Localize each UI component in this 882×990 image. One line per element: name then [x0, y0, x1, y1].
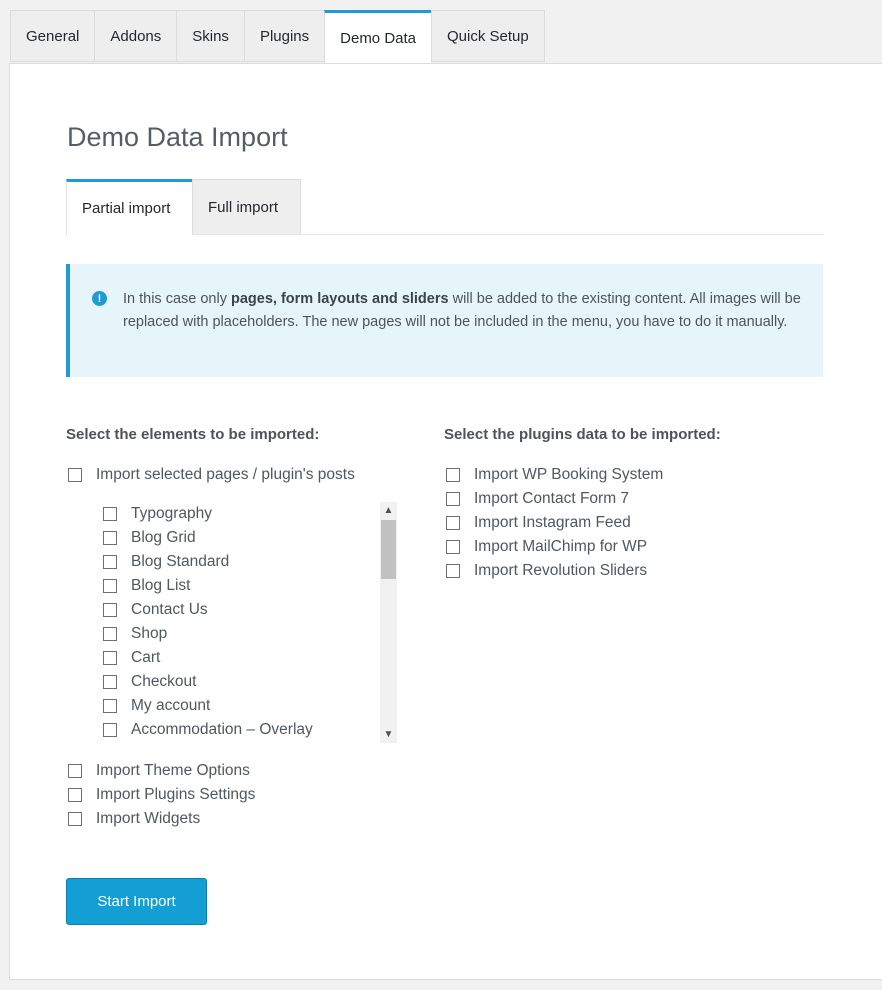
- list-item[interactable]: [103, 647, 160, 669]
- plugin-label: Import WP Booking System: [474, 466, 664, 483]
- pages-list-scrollbar[interactable]: [380, 502, 397, 743]
- list-item[interactable]: [103, 527, 196, 549]
- import-pages-label: Import selected pages / plugin's posts: [96, 466, 355, 483]
- page-checkbox[interactable]: [103, 699, 117, 713]
- option-label: Import Theme Options: [96, 762, 250, 779]
- top-tab-bar: [10, 10, 545, 64]
- page-label: Blog List: [131, 577, 191, 594]
- theme-options-checkbox[interactable]: [68, 764, 82, 778]
- plugins-settings-checkbox[interactable]: [68, 788, 82, 802]
- plugin-checkbox[interactable]: [446, 540, 460, 554]
- plugin-label: Import Contact Form 7: [474, 490, 630, 507]
- plugin-option[interactable]: [446, 536, 647, 558]
- import-plugins-settings[interactable]: [68, 784, 255, 806]
- list-item[interactable]: [103, 671, 196, 693]
- page-checkbox[interactable]: [103, 555, 117, 569]
- page-checkbox[interactable]: [103, 507, 117, 521]
- page-label: Cart: [131, 649, 161, 666]
- page-label: Typography: [131, 505, 212, 522]
- page-label: Blog Grid: [131, 529, 196, 546]
- page-checkbox[interactable]: [103, 579, 117, 593]
- page-checkbox[interactable]: [103, 675, 117, 689]
- page-checkbox[interactable]: [103, 603, 117, 617]
- list-item[interactable]: [103, 623, 167, 645]
- page-label: My account: [131, 697, 211, 714]
- notice-text: In this case only pages, form layouts and sliders will be added to the existing content. All images will be replaced with placeholders. The new pages will not be included in the menu, you have to do it manually.: [123, 291, 801, 330]
- plugin-checkbox[interactable]: [446, 468, 460, 482]
- list-item[interactable]: [103, 599, 208, 621]
- plugin-label: Import Instagram Feed: [474, 514, 631, 531]
- tab-plugins[interactable]: Plugins: [244, 10, 324, 62]
- page-label: Contact Us: [131, 601, 208, 618]
- plugin-label: Import Revolution Sliders: [474, 562, 648, 579]
- scroll-thumb[interactable]: [381, 520, 396, 579]
- list-item[interactable]: [103, 551, 229, 573]
- page-checkbox[interactable]: [103, 651, 117, 665]
- pages-list[interactable]: [93, 502, 397, 743]
- start-import-button[interactable]: Start Import: [66, 878, 207, 925]
- page-label: Checkout: [131, 673, 197, 690]
- scroll-up-icon[interactable]: ▲: [383, 505, 394, 516]
- tab-addons[interactable]: Addons: [94, 10, 176, 62]
- list-item[interactable]: [103, 575, 190, 597]
- plugin-checkbox[interactable]: [446, 516, 460, 530]
- page-label: Accommodation – Overlay: [131, 721, 313, 738]
- tab-partial-import[interactable]: Partial import: [66, 179, 193, 235]
- list-item[interactable]: [103, 719, 313, 741]
- scroll-down-icon[interactable]: ▼: [383, 729, 394, 740]
- import-widgets[interactable]: [68, 808, 200, 830]
- option-label: Import Widgets: [96, 810, 201, 827]
- page-checkbox[interactable]: [103, 531, 117, 545]
- tab-quick-setup[interactable]: Quick Setup: [431, 10, 545, 62]
- tab-demo-data[interactable]: Demo Data: [324, 10, 431, 64]
- tab-skins[interactable]: Skins: [176, 10, 244, 62]
- page-checkbox[interactable]: [103, 723, 117, 737]
- import-pages-option[interactable]: [68, 464, 355, 486]
- import-type-tabs: [66, 179, 824, 235]
- page-label: Shop: [131, 625, 168, 642]
- info-icon: !: [92, 291, 107, 306]
- elements-heading: Select the elements to be imported:: [66, 426, 320, 443]
- tab-general[interactable]: General: [10, 10, 94, 62]
- page-checkbox[interactable]: [103, 627, 117, 641]
- option-label: Import Plugins Settings: [96, 786, 256, 803]
- plugin-checkbox[interactable]: [446, 564, 460, 578]
- import-pages-checkbox[interactable]: [68, 468, 82, 482]
- plugin-option[interactable]: [446, 488, 629, 510]
- import-theme-options[interactable]: [68, 760, 250, 782]
- list-item[interactable]: [103, 503, 212, 525]
- tab-full-import[interactable]: Full import: [192, 179, 301, 234]
- info-notice: [66, 264, 823, 377]
- page-label: Blog Standard: [131, 553, 230, 570]
- widgets-checkbox[interactable]: [68, 812, 82, 826]
- main-panel: [9, 63, 882, 980]
- plugin-checkbox[interactable]: [446, 492, 460, 506]
- page-title: Demo Data Import: [67, 122, 288, 152]
- plugin-option[interactable]: [446, 560, 647, 582]
- plugins-heading: Select the plugins data to be imported:: [444, 426, 721, 443]
- plugin-option[interactable]: [446, 512, 631, 534]
- plugin-option[interactable]: [446, 464, 663, 486]
- plugin-label: Import MailChimp for WP: [474, 538, 648, 555]
- list-item[interactable]: [103, 695, 210, 717]
